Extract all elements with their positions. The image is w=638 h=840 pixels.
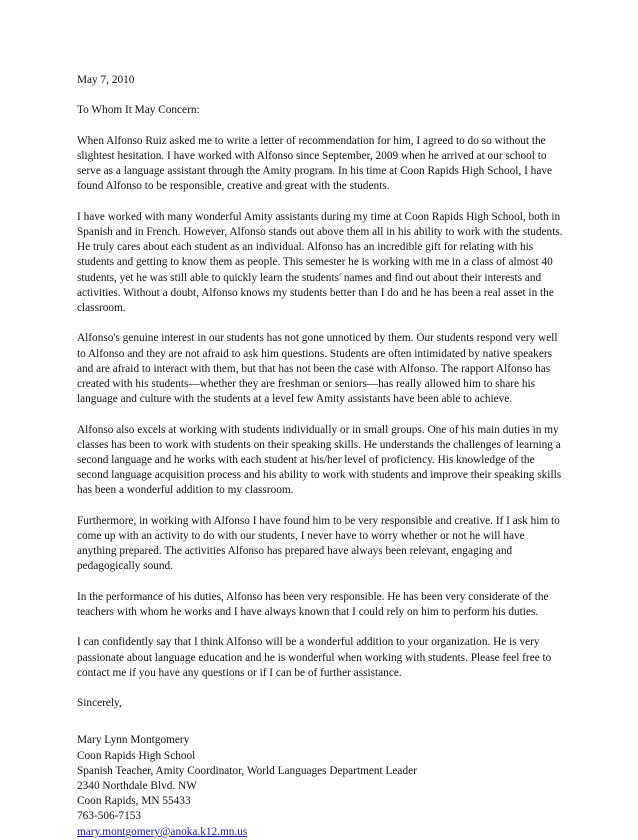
letter-date: May 7, 2010 <box>77 74 135 86</box>
letter-paragraph-6: In the performance of his duties, Alfonso has been very responsible. He has been very considerate of the teachers with whom he works and I have always known that I could rely on him to perform his duties. <box>77 590 549 618</box>
signature-block <box>77 733 567 839</box>
letter-paragraph-5: Furthermore, in working with Alfonso I have found him to be very responsible and creative. If I ask him to come up with an activity to do with our students, I never have to worry whether or not he will have anything prepared. The activities Alfonso has prepared have always been relevant, engaging and pedagogically sound. <box>77 514 560 573</box>
letter-paragraph-7: I can confidently say that I think Alfonso will be a wonderful addition to your organization. He is very passionate about language education and he is wonderful when working with students. Please feel free to contact me if you have any questions or if I can be of further assistance. <box>77 636 552 679</box>
address-city: Coon Rapids, MN 55433 <box>77 795 191 808</box>
letter-salutation: To Whom It May Concern: <box>77 104 200 117</box>
signer-phone: 763-506-7153 <box>77 810 142 823</box>
signer-email-link[interactable]: mary.montgomery@anoka.k12.mn.us <box>77 825 248 838</box>
letter-paragraph-4: Alfonso also excels at working with students individually or in small groups. One of his main duties in my classes has been to work with students on their speaking skills. He understands the challenges of learning a second language and he works with each student at his/her level of proficiency. His knowledge of the second language acquisition process and his ability to work with students and improve their speaking skills has been a wonderful addition to my classroom. <box>77 423 562 497</box>
signer-school: Coon Rapids High School <box>77 749 196 762</box>
address-street: 2340 Northdale Blvd. NW <box>77 780 197 792</box>
letter-closing: Sincerely, <box>77 697 122 710</box>
signer-name: Mary Lynn Montgomery <box>77 734 190 747</box>
recommendation-letter <box>77 73 567 840</box>
letter-paragraph-3: Alfonso's genuine interest in our students has not gone unnoticed by them. Our students respond very well to Alfonso and they are not afraid to ask him questions. Students are often intimidated by native speakers and are afraid to interact with them, but that has not been the case with Alfonso. The rapport Alfonso has created with his students—whether they are freshman or seniors—has really allowed him to share his language and culture with the students at a level few Amity assistants have been able to achieve. <box>77 332 558 406</box>
signer-title: Spanish Teacher, Amity Coordinator, World Languages Department Leader <box>77 764 417 777</box>
letter-paragraph-2: I have worked with many wonderful Amity assistants during my time at Coon Rapids High School, both in Spanish and in French. However, Alfonso stands out above them all in his ability to work with the students. He truly cares about each student as an individual. Alfonso has an incredible gift for relating with his students and getting to know them as people. This semester he is working with me in a class of almost 40 students, yet he was still able to quickly learn the students' names and find out about their interests and activities. Without a doubt, Alfonso knows my students better than I do and he has been a real asset in the classroom. <box>77 210 563 314</box>
letter-paragraph-1: When Alfonso Ruiz asked me to write a letter of recommendation for him, I agreed to do so without the slightest hesitation. I have worked with Alfonso since September, 2009 when he arrived at our school to serve as a language assistant through the Amity program. In his time at Coon Rapids High School, I have found Alfonso to be responsible, creative and great with the students. <box>77 134 553 193</box>
